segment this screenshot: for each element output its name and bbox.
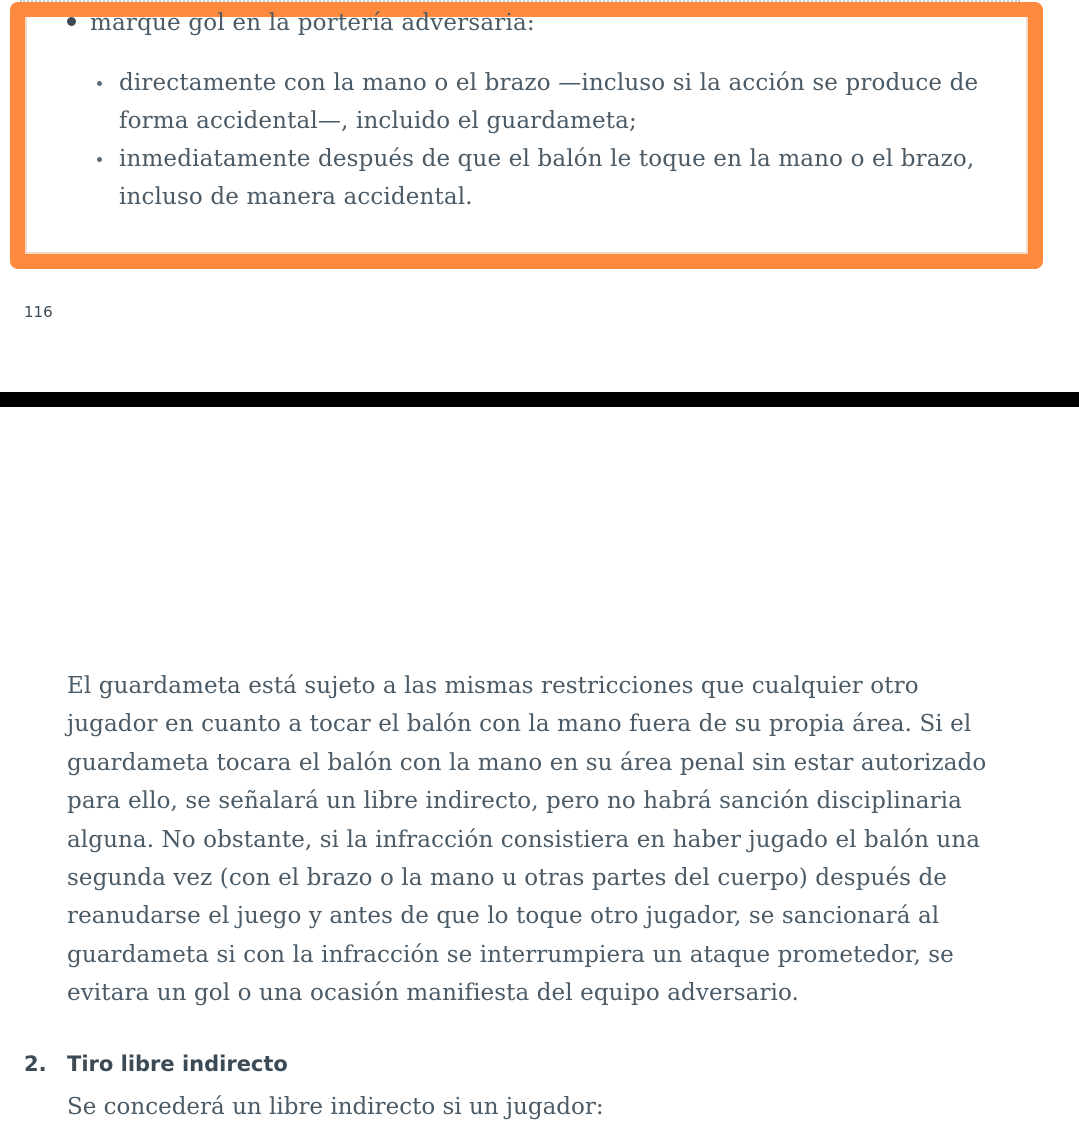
bullet-dot-icon <box>67 17 76 26</box>
subbullet-dot-icon <box>97 81 102 86</box>
paragraph-line: evitara un gol o una ocasión manifiesta del equipo adversario. <box>67 980 799 1007</box>
paragraph-line: segunda vez (con el brazo o la mano u otras partes del cuerpo) después de <box>67 865 948 892</box>
subbullet-line: inmediatamente después de que el balón le toque en la mano o el brazo, <box>119 146 975 172</box>
subbullet-line: directamente con la mano o el brazo —incluso si la acción se produce de <box>119 70 979 96</box>
paragraph-line: reanudarse el juego y antes de que lo toque otro jugador, se sancionará al <box>67 903 940 930</box>
body-paragraph <box>67 667 1027 1013</box>
subbullet-item <box>93 140 993 216</box>
subbullet-dot-icon <box>97 157 102 162</box>
paragraph-line: guardameta tocara el balón con la mano en su área penal sin estar autorizado <box>67 749 987 776</box>
subbullet-line: forma accidental—, incluido el guardameta; <box>119 108 637 134</box>
section-number: 2. <box>24 1052 47 1076</box>
page-number: 116 <box>24 303 53 321</box>
paragraph-line: El guardameta está sujeto a las mismas restricciones que cualquier otro <box>67 673 919 699</box>
previous-page <box>0 0 1079 392</box>
section-intro: Se concederá un libre indirecto si un jugador: <box>67 1094 604 1120</box>
paragraph-line: para ello, se señalará un libre indirecto, pero no habrá sanción disciplinaria <box>67 788 962 815</box>
paragraph-line: alguna. No obstante, si la infracción consistiera en haber jugado el balón una <box>67 826 981 853</box>
subbullet-item <box>93 64 993 140</box>
subbullet-line: incluso de manera accidental. <box>119 184 473 210</box>
subbullet-list <box>93 64 993 216</box>
paragraph-line: jugador en cuanto a tocar el balón con la mano fuera de su propia área. Si el <box>67 711 972 738</box>
bullet-text: marque gol en la portería adversaria: <box>90 10 535 36</box>
page-divider <box>0 392 1079 407</box>
bullet-item <box>67 8 535 38</box>
section-title: Tiro libre indirecto <box>67 1052 288 1076</box>
paragraph-line: guardameta si con la infracción se interrumpiera un ataque prometedor, se <box>67 941 954 968</box>
section-heading <box>24 1052 288 1076</box>
